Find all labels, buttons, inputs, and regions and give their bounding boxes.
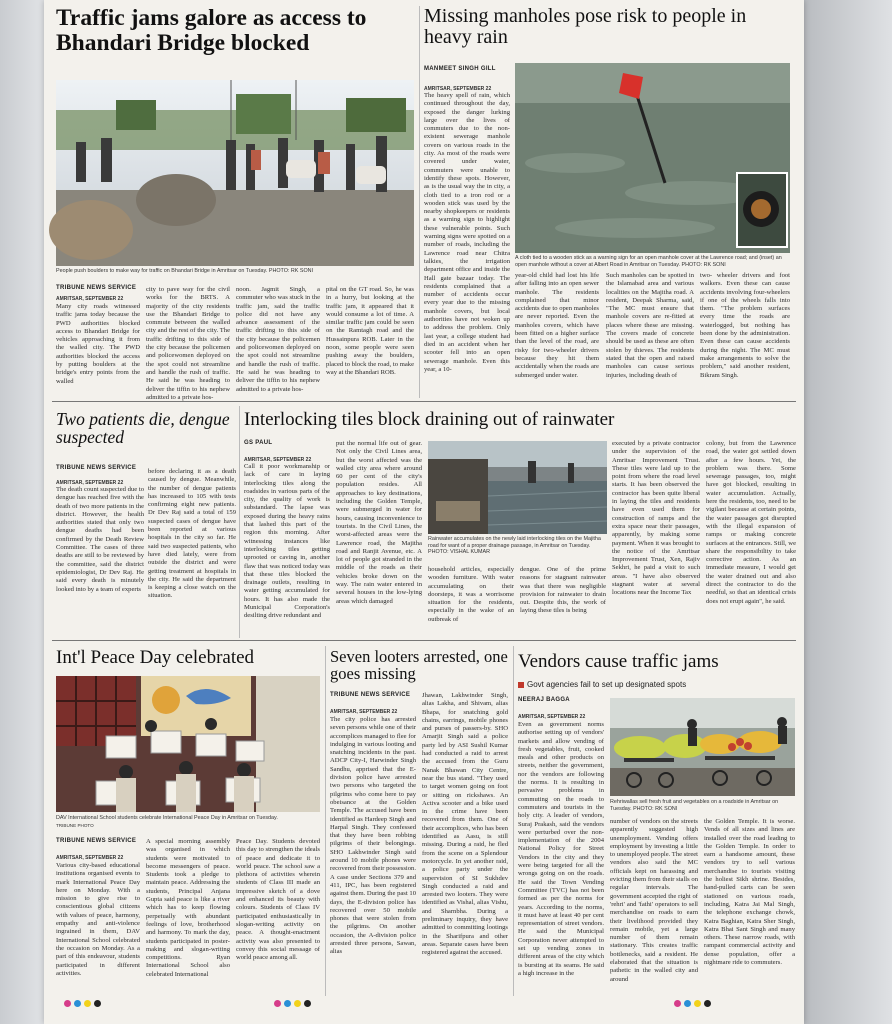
story4-col3: household articles, especially wooden furniture. With water accumulating on their doorsteps, it was a worrisome situation for the residents, especially in the wake of an outbreak of xyxy=(428,566,514,623)
story6-col1: The city police has arrested seven persons while one of their accomplices managed to flee for indulging in various looting and snatching incidents in the past. ADCP City-I, Harwinder Singh Sandhu, apprised that the E-division police have arrested two persons who targeted the pilgrims who come here to pay obeisance at the Golden Temple. The accused have been identified as Hardeep Singh and Harpal Singh. They confessed that they have been robbing pilgrims of their belongings. SHO Lakhwinder Singh said around 10 mobile phones were recovered from their possession. A case under Sections 379 and 411, IPC, has been registered against them. During the past 10 days, the E-division police has recovered over 50 mobile phones that were stolen from the pilgrims. On another occasion, the A-division police arrested three persons, Sawan, alias xyxy=(330,716,416,956)
story2-col2: year-old child had lost his life after falling into an open sewer manhole. The residents complained that minor accidents due to open manholes are never reported. Even the manholes covers, which have been fitted on a higher surface than the level of the road, are risky for two-wheeler drivers because they hit them accidentally when the roads are submerged under water. xyxy=(515,272,599,379)
story1-photo-caption: People push boulders to make way for traffic on Bhandari Bridge in Amritsar on Tuesday. PHOTO: RK SONI xyxy=(56,268,314,274)
newspaper-page xyxy=(44,0,804,1024)
color-dot xyxy=(294,1000,301,1007)
story2-col4: two- wheeler drivers and foot walkers. Even these can cause accidents involving four-wheelers if one of the wheels falls into them. "The problem surfaces every time the roads are waterlogged, but nothing has been done by the administration. Even these can cause accidents during the night. The MC must make arrangements to solve the problem," said another resident, Bikram Singh. xyxy=(700,272,790,379)
story2-byline: MANMEET SINGH GILL xyxy=(424,66,496,72)
story7-photo-caption: Rehriwallas sell fresh fruit and vegetables on a roadside in Amritsar on Tuesday. PHOTO: RK SONI xyxy=(610,799,779,812)
fruit-vendors-image xyxy=(610,698,795,796)
story6-col2: Jhawan, Lakhwinder Singh, alias Lakha, and Shivam, alias Bhapa, for snatching gold chains, earrings, mobile phones and purses of passers-by. SHO Amarjit Singh said a police party led by ASI Sushil Kumar had conducted a raid to arrest the accused from the Guru Nanak Bhawan City Centre, near the bus stand. "They used to target women going on foot or sitting on rickshaws. An Activa scooter and a bike used in the crime have been recovered from them. One of their accomplices, who has been identified as Aasu, is still missing. During a raid, he fled from the scene on a Splendour motorcycle. In yet another raid, a police party under the supervision of SI Sukhdev Singh conducted a raid and arrested two looters. They were identified as Vishal, alias Vishu, and Sharnbha. During a preliminary inquiry, they have admitted to committing lootings in the Sharifpura and other areas. Separate cases have been registered against the accused. xyxy=(422,692,508,957)
registration-marks-right xyxy=(674,1000,711,1007)
bridge-crowd-image xyxy=(56,80,414,266)
story5-col1: Various city-based educational institutions organised events to mark International Peace Day here on Monday. With a mission to give rise to conscientious global citizens with values of peace, harmony, empathy and anti-violence ingrained in them, DAV International School celebrated the occasion on Monday. As a part of this endeavour, students participated in different activities. xyxy=(56,862,140,977)
color-dot xyxy=(304,1000,311,1007)
story2-dateline: AMRITSAR, SEPTEMBER 22 xyxy=(424,86,492,92)
color-dot xyxy=(74,1000,81,1007)
section-rule xyxy=(52,401,796,402)
story4-dateline: AMRITSAR, SEPTEMBER 22 xyxy=(244,457,312,463)
registration-marks-center xyxy=(274,1000,311,1007)
story3-col1: The death count suspected due to dengue has reached five with the death of two more patients in the district. However, the health authorities stated that only two dengue deaths had been confirmed by the Death Review Committee. The cases of three deaths are still to be reviewed by the committee, said the district epidemiologist, Dr Dev Raj. He said every death is minutely looked into by a team of experts xyxy=(56,486,144,593)
color-dot xyxy=(684,1000,691,1007)
story4-col6: colony, but from the Lawrence road, the water got settled down after a few hours. Yet, the problem was there. Some sewerage passages, too, might have got blocked, resulting in water accumulation. Actually, here the residents, too, need to be vigilant because at certain points, the water passages got disrupted with the illegal expansion of ramps or making concrete surfaces at the entrances. Still, we share the responsibility to take corrective action. As an immediate measure, I would get the water drained out and also direct the contractor to do the needful, so that an identical crisis does not erupt again", he said. xyxy=(706,440,796,605)
story1-col3: noon. Jagmit Singh, a commuter who was stuck in the traffic jam, said the traffic police did not have any advance assessment of the traffic drifting to this side of the city because the policemen and policewomen deployed on the spot could not streamline and handle the rush of traffic. He said he was heading to deliver the tiffin to his nephew admitted to a private hos- xyxy=(236,286,320,393)
column-rule xyxy=(513,646,514,996)
story5-dateline: AMRITSAR, SEPTEMBER 22 xyxy=(56,855,124,861)
page-edge-right xyxy=(804,0,892,1024)
story1-headline: Traffic jams galore as access to Bhandari Bridge blocked xyxy=(56,5,367,56)
story5-photo-caption: DAV International School students celebrate International Peace Day in Amritsar on Tuesday. xyxy=(56,815,278,821)
story6-headline: Seven looters arrested, one goes missing xyxy=(330,647,508,684)
story4-col5: executed by a private contractor under the supervision of the Amritsar Improvement Trust. These tiles were laid up to the point from where the road level starts. It has been observed the contractor has been quite liberal in laying the tiles and residents have even used them for construction of ramps and the extra space near their passages, apparently, by making some payment. When it was brought to the notice of the Amritsar Improvement Trust, Xen, Rajiv Sekhri, he paid a visit to such areas. "I have also observed stagnant water at several locations near the Income Tax xyxy=(612,440,700,597)
registration-marks-left xyxy=(64,1000,101,1007)
story7-col1: Even as government norms authorise setting up of vendors' markets and allow vending of fresh vegetables, fruit, cooked meals and other products on streets, neither the government, nor the vendors are following the norms. It is resulting in pervasive problems in commuting on the roads to commuters and tourists in the holy city. A leader of vendors, Suraj Prakash, said the vendors were perturbed over the non-implementation of the 2004 National Policy for Street Vendors in the city and they were being targeted for all the wrongs going on on the roads. He said the Town Vending Committee (TVC) has not been formed as per the norms for years. According to the norms, it must have at least 40 per cent representation of street vendors. He said the Municipal Corporation never attempted to set up vending zones in different areas of the city which is bursting at its seams. He said a high increase in the xyxy=(518,721,604,977)
color-dot xyxy=(94,1000,101,1007)
story7-subhead xyxy=(518,680,798,689)
color-dot xyxy=(674,1000,681,1007)
story7-col3: the Golden Temple. It is worse. Vends of all sizes and lines are installed over the road leading to the Golden Temple. In order to earn a handsome amount, these vendors try to sell various merchandise to tourists visiting the holiest Sikh shrine. Besides, hand-pulled carts can be seen stationed on various roads, including, Katra Jai Mal Singh, the telephone exchange chowk, Katra Baghian, Katra Sher Singh, Katra Bhai Sant Singh and many others. These narrow roads, with rampant commercial activity and dense population, offer a nightmare ride to commuters. xyxy=(704,818,795,967)
story7-photo xyxy=(610,698,795,796)
story4-headline: Interlocking tiles block draining out of rainwater xyxy=(244,409,615,430)
story3-col2: before declaring it as a death caused by dengue. Meanwhile, the number of dengue patients has increased to 105 with tests confirming eight new patients. Dr Dev Raj said a total of 159 suspected cases of dengue have been reported at various hospitals in the city so far. He said two suspected patients, who have died lately, were from outside the district and were getting treatment at hospitals in the city. He said the department is keeping a close watch on the situation. xyxy=(148,468,236,600)
color-dot xyxy=(84,1000,91,1007)
story4-col1: Call it poor workmanship or lack of care in laying interlocking tiles along the roadsides in various parts of the city, the quality of work is substandard. The lapse was exposed during the heavy rains that lashed this part of the region this morning. After witnessing instances like interlocking tiles getting uprooted or caving in, another flaw that was noticed today was that these tiles blocked the drainage outlets, resulting in water getting accumulated for hours. It has also made the Municipal Corporation's desilting drive redundant and xyxy=(244,463,330,620)
story5-photo xyxy=(56,676,320,812)
story2-col1: The heavy spell of rain, which continued throughout the day, exposed the danger lurking large over the lives of commuters due to the non-existent sewerage manhole covers on various roads in the city. As most of the roads were covered under water, commuters were unable to identify these spots. However, as is the usual way the in city, a cloth tied to a iron rod or a wooden stick was used by the nearby shopkeepers or residents as a warning sign to highlight these vulnerable points. Such warning signs were spotted on a number of roads, including the Lawrence road near Chitra talkies, the irrigation department office and inside the Hall gate bazaar today. The residents complained that a number of accidents occur every year due to the missing manhole covers, but local authorities have not woken up to address the problem. Only last year, a college student had died in an accident when her scooter fell into an open sewerage manhole. Even this year, a 10- xyxy=(424,92,510,373)
subhead-bullet-icon xyxy=(518,682,524,688)
story5-byline: TRIBUNE NEWS SERVICE xyxy=(56,838,137,844)
story7-byline: NEERAJ BAGGA xyxy=(518,697,570,703)
students-peace-day-image xyxy=(56,676,320,812)
story4-photo-caption: Rainwater accumulates on the newly laid interlocking tiles on the Majitha road for want of a proper drainage passage, in Amritsar on Tuesday. PHOTO: VISHAL KUMAR xyxy=(428,536,601,556)
story1-byline: TRIBUNE NEWS SERVICE xyxy=(56,285,137,291)
color-dot xyxy=(274,1000,281,1007)
story2-headline: Missing manholes pose risk to people in heavy rain xyxy=(424,5,747,48)
story7-subhead-text: Govt agencies fail to set up designated spots xyxy=(527,680,687,689)
story6-dateline: AMRITSAR, SEPTEMBER 22 xyxy=(330,709,398,715)
story1-col1: Many city roads witnessed traffic jams today because the PWD authorities blocked access to Bhandari Bridge for vehicles approaching it from the walled city. The PWD authorities blocked the access by putting boulders at the bridge's entry points from the walled xyxy=(56,303,140,385)
story1-col4: pital on the GT road. So, he was in a hurry, but looking at the traffic jam, it appeared that it would consume a lot of time. A similar traffic jam could be seen on the Ramtagh road and the Hussainpura ROB. Later in the noon, some people were seen pushing away the boulders, placed to block the road, to make way at the Bhandari ROB. xyxy=(326,286,414,376)
story4-byline: GS PAUL xyxy=(244,440,273,446)
story7-col2: number of vendors on the streets apparently suggested high unemployment. Vending offers employment by investing a little to unemployed people. The street vendors also said the MC officials kept on harassing and evicting them from their stalls on regular intervals. The government accepted the right of 'rehri' and 'fathi' operators to sell merchandise on roads to earn their livelihood provided they remain mobile, yet a large number of them remain stationary. This creates traffic bottlenecks, said a resident. He elaborated that the situation is pathetic in the walled city and around xyxy=(610,818,698,983)
column-rule xyxy=(325,646,326,996)
color-dot xyxy=(64,1000,71,1007)
flooded-road-image xyxy=(515,63,790,253)
color-dot xyxy=(704,1000,711,1007)
story2-col3: Such manholes can be spotted in the Islamabad area and various localities on the Majitha road. A resident, Deepak Sharma, said, "The MC must ensure that manhole covers are re-fitted at places where these are missing. The covers made of concrete should be used as these are often stolen by thieves. The residents stated that the open and raised manholes can cause serious injuries, including death of xyxy=(606,272,694,379)
story4-col4: dengue. One of the prime reasons for stagnant rainwater was that there was negligible provision for rainwater to drain out. Despite this, the work of laying these tiles is being xyxy=(520,566,606,615)
story1-dateline: AMRITSAR, SEPTEMBER 22 xyxy=(56,296,124,302)
story2-photo-caption: A cloth tied to a wooden stick as a warning sign for an open manhole cover at the Lawrence road; and (inset) an open manhole without a cover at Albert Road in Amritsar on Tuesday. PHOTO: RK SONI xyxy=(515,255,782,268)
column-rule xyxy=(419,6,420,398)
story2-photo xyxy=(515,63,790,253)
section-rule xyxy=(52,640,796,641)
page-edge-left xyxy=(0,0,44,1024)
color-dot xyxy=(284,1000,291,1007)
story5-photo-credit: TRIBUNE PHOTO xyxy=(56,823,94,828)
story3-dateline: AMRITSAR, SEPTEMBER 22 xyxy=(56,480,124,486)
story7-dateline: AMRITSAR, SEPTEMBER 22 xyxy=(518,714,586,720)
color-dot xyxy=(694,1000,701,1007)
waterlogged-tiles-image xyxy=(428,441,607,534)
story3-headline: Two patients die, dengue suspected xyxy=(56,409,230,448)
story6-byline: TRIBUNE NEWS SERVICE xyxy=(330,692,411,698)
story4-photo xyxy=(428,441,607,534)
story3-byline: TRIBUNE NEWS SERVICE xyxy=(56,465,137,471)
story1-photo xyxy=(56,80,414,266)
story5-col3: Peace Day. Students devoted this day to strengthen the ideals of peace and dedicate it to world peace. The school saw a plethora of activities wherein students of Class III made an impressive sketch of a dove and enhanced its beauty with colours. Students of Class IV participated enthusiastically in slogan-writing activity on peace. A thought-enactment activity was also presented to convey this social message of world peace among all. xyxy=(236,838,320,962)
story1-col2: city to pave way for the civil works for the BRTS. A majority of the city residents use the Bhandari Bridge to commute between the walled city and the rest of the city. The traffic drifting to this side of the city because the policemen and policewomen deployed on the spot could not streamline and handle the rush of traffic. He said he was heading to deliver the tiffin to his nephew admitted to a private hos- xyxy=(146,286,230,401)
story5-headline: Int'l Peace Day celebrated xyxy=(56,647,255,668)
column-rule xyxy=(239,406,240,638)
story7-headline: Vendors cause traffic jams xyxy=(518,651,719,672)
story4-col2: put the normal life out of gear. Not only the Civil Lines area, but the worst affected was the walled city area where around 60 per cent of the city's population resides. All approaches to key destinations, including the Golden Temple, were submerged in water for hours, causing inconvenience to tourists. In the Civil Lines, the worst-affected areas were the Lawrence road, the Majitha road and Ranjit Avenue, etc. A lot of people got stranded in the middle of the roads as their vehicles broke down on the way. The rain water entered in several houses in the low-lying areas which damaged xyxy=(336,440,422,605)
story5-col2: A special morning assembly was organised in which students were motivated to become messengers of peace. Students took a pledge to maintain peace. Addressing the students, Principal Anjana Gupta said peace is like a river which has to keep flowing perpetually with abundant feelings of love, brotherhood and harmony. To mark the day, students participated in poster-making and slogan-writing competitions. Ryan International School also celebrated International xyxy=(146,838,230,978)
